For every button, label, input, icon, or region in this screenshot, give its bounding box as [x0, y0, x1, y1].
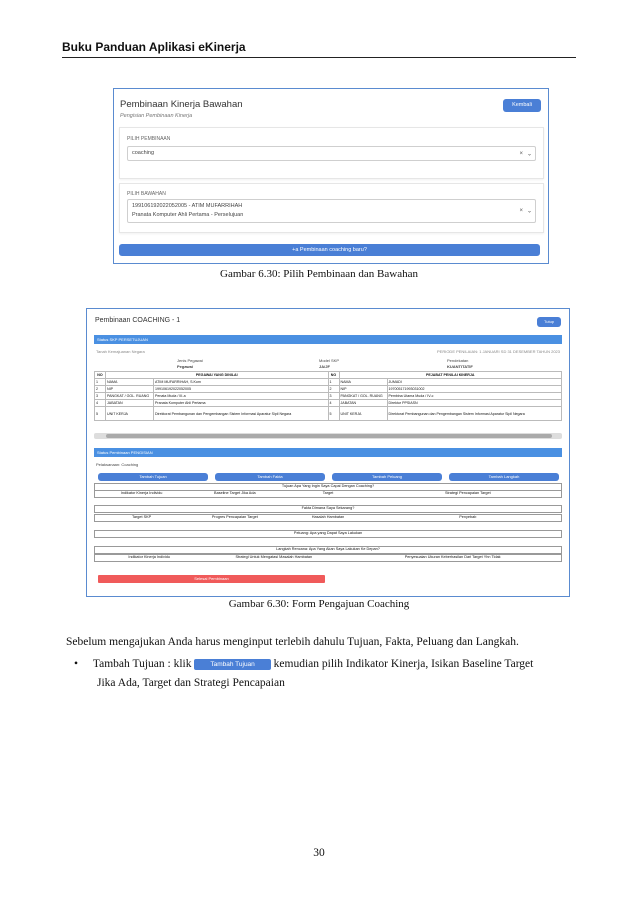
close-button[interactable]: Tutup: [537, 317, 561, 327]
bullet-icon: •: [74, 658, 79, 670]
body-paragraph: Sebelum mengajukan Anda harus menginput terlebih dahulu Tujuan, Fakta, Peluang dan Langkah.: [66, 636, 519, 648]
table-row: [95, 407, 562, 421]
status-skp-bar: Status SKP PERSETUJUAN: [94, 335, 562, 344]
col-no: NO: [95, 372, 106, 379]
column-header: Target: [322, 491, 334, 495]
cell: Penata Muda / III-a: [154, 393, 329, 400]
submit-button[interactable]: +a Pembinaan coaching baru?: [119, 244, 540, 256]
figure-caption-1: Gambar 6.30: Pilih Pembinaan dan Bawahan: [220, 268, 418, 280]
bullet-text-pre: Tambah Tujuan : klik: [92, 658, 192, 670]
cell: 199106192022052005: [154, 386, 329, 393]
chevron-down-icon[interactable]: ⌄: [526, 208, 532, 215]
jenis-pegawai-value: Pegawai: [177, 364, 194, 369]
cell: NIP: [339, 386, 387, 393]
pendekatan-label: Pendekatan: [447, 358, 469, 363]
clear-icon[interactable]: ×: [519, 208, 523, 214]
scrollbar-thumb[interactable]: [106, 434, 552, 438]
column-header: Indikator Kinerja Individu: [120, 491, 163, 495]
model-skp-label: Model SKP: [319, 358, 340, 363]
page-subtitle: Pengisian Pembinaan Kinerja: [120, 113, 193, 119]
cell: 2: [95, 386, 106, 393]
column-header: Hasalah Hambatan: [311, 515, 345, 519]
bawahan-value-line1: 199106192022052005 - ATIM MUFARRIHAH: [132, 203, 243, 209]
table-header-row: [95, 372, 562, 379]
cell: 5: [328, 407, 339, 421]
cell: 1: [328, 379, 339, 386]
cell: 4: [95, 400, 106, 407]
column-header: Penyesuaian Ukuran Keberhasilan Dari Target Yhn Tidak: [404, 555, 501, 559]
bawahan-label: PILIH BAWAHAN: [127, 191, 166, 197]
pembinaan-card: [119, 127, 544, 179]
bullet-item: [74, 658, 533, 670]
bawahan-select[interactable]: [127, 199, 536, 223]
peluang-section-header: Peluang: Apa yang Dapat Saya Lakukan: [94, 530, 562, 538]
table-row: [95, 386, 562, 393]
tambah-peluang-button[interactable]: Tambah Peluang: [332, 473, 442, 481]
chevron-down-icon[interactable]: ⌄: [526, 151, 532, 157]
pembinaan-select[interactable]: [127, 146, 536, 161]
tambah-tujuan-button[interactable]: Tambah Tujuan: [98, 473, 208, 481]
table-row: [95, 400, 562, 407]
cell: UNIT KERJA: [106, 407, 154, 421]
selesai-pembinaan-button[interactable]: Selesai Pembinaan: [98, 575, 325, 583]
cell: ATIM MUFARRIHAH, S.Kom: [154, 379, 329, 386]
tujuan-section-header: Tujuan Apa Yang Ingin Saya Capai Dengan Coaching?: [94, 483, 562, 491]
figure-form-coaching: [86, 308, 570, 597]
info-table: [94, 371, 562, 421]
tambah-fakta-button[interactable]: Tambah Fakta: [215, 473, 325, 481]
cell: PANGKAT / GOL. RUANG: [106, 393, 154, 400]
header-divider: [62, 57, 576, 58]
cell: 5: [95, 407, 106, 421]
bawahan-value-line2: Pranata Komputer Ahli Pertama - Perselujuan: [132, 212, 244, 218]
cell: 3: [95, 393, 106, 400]
coaching-title: Pembinaan COACHING - 1: [95, 317, 181, 324]
cell: 1: [95, 379, 106, 386]
langkah-columns: [94, 554, 562, 562]
figure-pilih-pembinaan: [113, 88, 549, 264]
cell: 3: [328, 393, 339, 400]
cell: PANGKAT / GOL. RUANG: [339, 393, 387, 400]
column-header: Target SKP: [131, 515, 152, 519]
horizontal-scrollbar[interactable]: [94, 433, 562, 439]
table-row: [95, 393, 562, 400]
col-dinilai: PEGAWAI YANG DINILAI: [106, 372, 329, 379]
cell: NIP: [106, 386, 154, 393]
fakta-section-header: Fakta Dimana Saya Sekarang?: [94, 505, 562, 513]
bullet-text-line2: Jika Ada, Target dan Strategi Pencapaian: [97, 677, 285, 689]
model-skp-value: JA/JF: [319, 364, 330, 369]
fakta-columns: [94, 514, 562, 522]
cell: JABATAN: [339, 400, 387, 407]
table-row: [95, 379, 562, 386]
header-title: Buku Panduan Aplikasi eKinerja: [62, 40, 246, 54]
cell: UNIT KERJA: [339, 407, 387, 421]
col-penilai: PEJABAT PENILAI KINERJA: [339, 372, 562, 379]
column-header: Progres Pencapaian Target: [211, 515, 258, 519]
cell: Direktorat Pembangunan dan Pengembangan Sistem Informasi Aparatur Sipil Negara: [387, 407, 562, 421]
cell: 197005171993031002: [387, 386, 562, 393]
page-title: Pembinaan Kinerja Bawahan: [120, 99, 243, 110]
cell: Pembina Utama Muda / IV-c: [387, 393, 562, 400]
bullet-text-post: kemudian pilih Indikator Kinerja, Isikan Baseline Target: [273, 658, 534, 670]
cell: NAMA: [106, 379, 154, 386]
column-header: Strategi Pencapaian Target: [444, 491, 491, 495]
cell: 2: [328, 386, 339, 393]
column-header: Baseline Target Jika Ada: [214, 491, 256, 495]
jenis-pegawai-label: Jenis Pegawai: [177, 358, 203, 363]
column-header: Indikator Kinerja Individu: [128, 555, 170, 559]
bawahan-card: [119, 183, 544, 233]
status-pembinaan-bar: Status Pembinaan PENGISIAN: [94, 448, 562, 457]
pendekatan-value: KUANTITATIF: [447, 364, 473, 369]
cell: Direktur PPSIASN: [387, 400, 562, 407]
cell: Direktorat Pembangunan dan Pengembangan Sistem Informasi Aparatur Sipil Negara: [154, 407, 329, 421]
page-number: 30: [313, 847, 325, 859]
tujuan-columns: [94, 490, 562, 498]
tambah-langkah-button[interactable]: Tambah Langkah: [449, 473, 559, 481]
cell: JUMADI: [387, 379, 562, 386]
tambah-tujuan-inline-button: Tambah Tujuan: [194, 659, 270, 670]
column-header: Penyebab: [459, 515, 477, 519]
cell: JABATAN: [106, 400, 154, 407]
column-header: Strategi Untuk Mengatasi Masalah Hambatan: [235, 555, 313, 559]
clear-icon[interactable]: ×: [519, 150, 523, 157]
pembinaan-value: coaching: [132, 150, 155, 156]
figure-caption-2: Gambar 6.30: Form Pengajuan Coaching: [228, 598, 410, 610]
cell: 4: [328, 400, 339, 407]
periode-note: PERIODE PENILAIAN: 1 JANUARI SD 31 DESEMBER TAHUN 2023: [436, 349, 560, 354]
pembinaan-label: PILIH PEMBINAAN: [127, 136, 171, 142]
langkah-section-header: Langkah Rencana: Apa Yang Akan Saya Lakukan Ke Depan?: [94, 546, 562, 554]
cell: NAMA: [339, 379, 387, 386]
cell: Pranata Komputer Ahli Pertama: [154, 400, 329, 407]
left-note: Tanah Kemajuanan Negara: [96, 349, 145, 354]
pelaksanaan-text: Pelaksanaan: Coaching: [96, 462, 139, 467]
col-no: NO: [328, 372, 339, 379]
back-button[interactable]: Kembali: [503, 99, 541, 112]
